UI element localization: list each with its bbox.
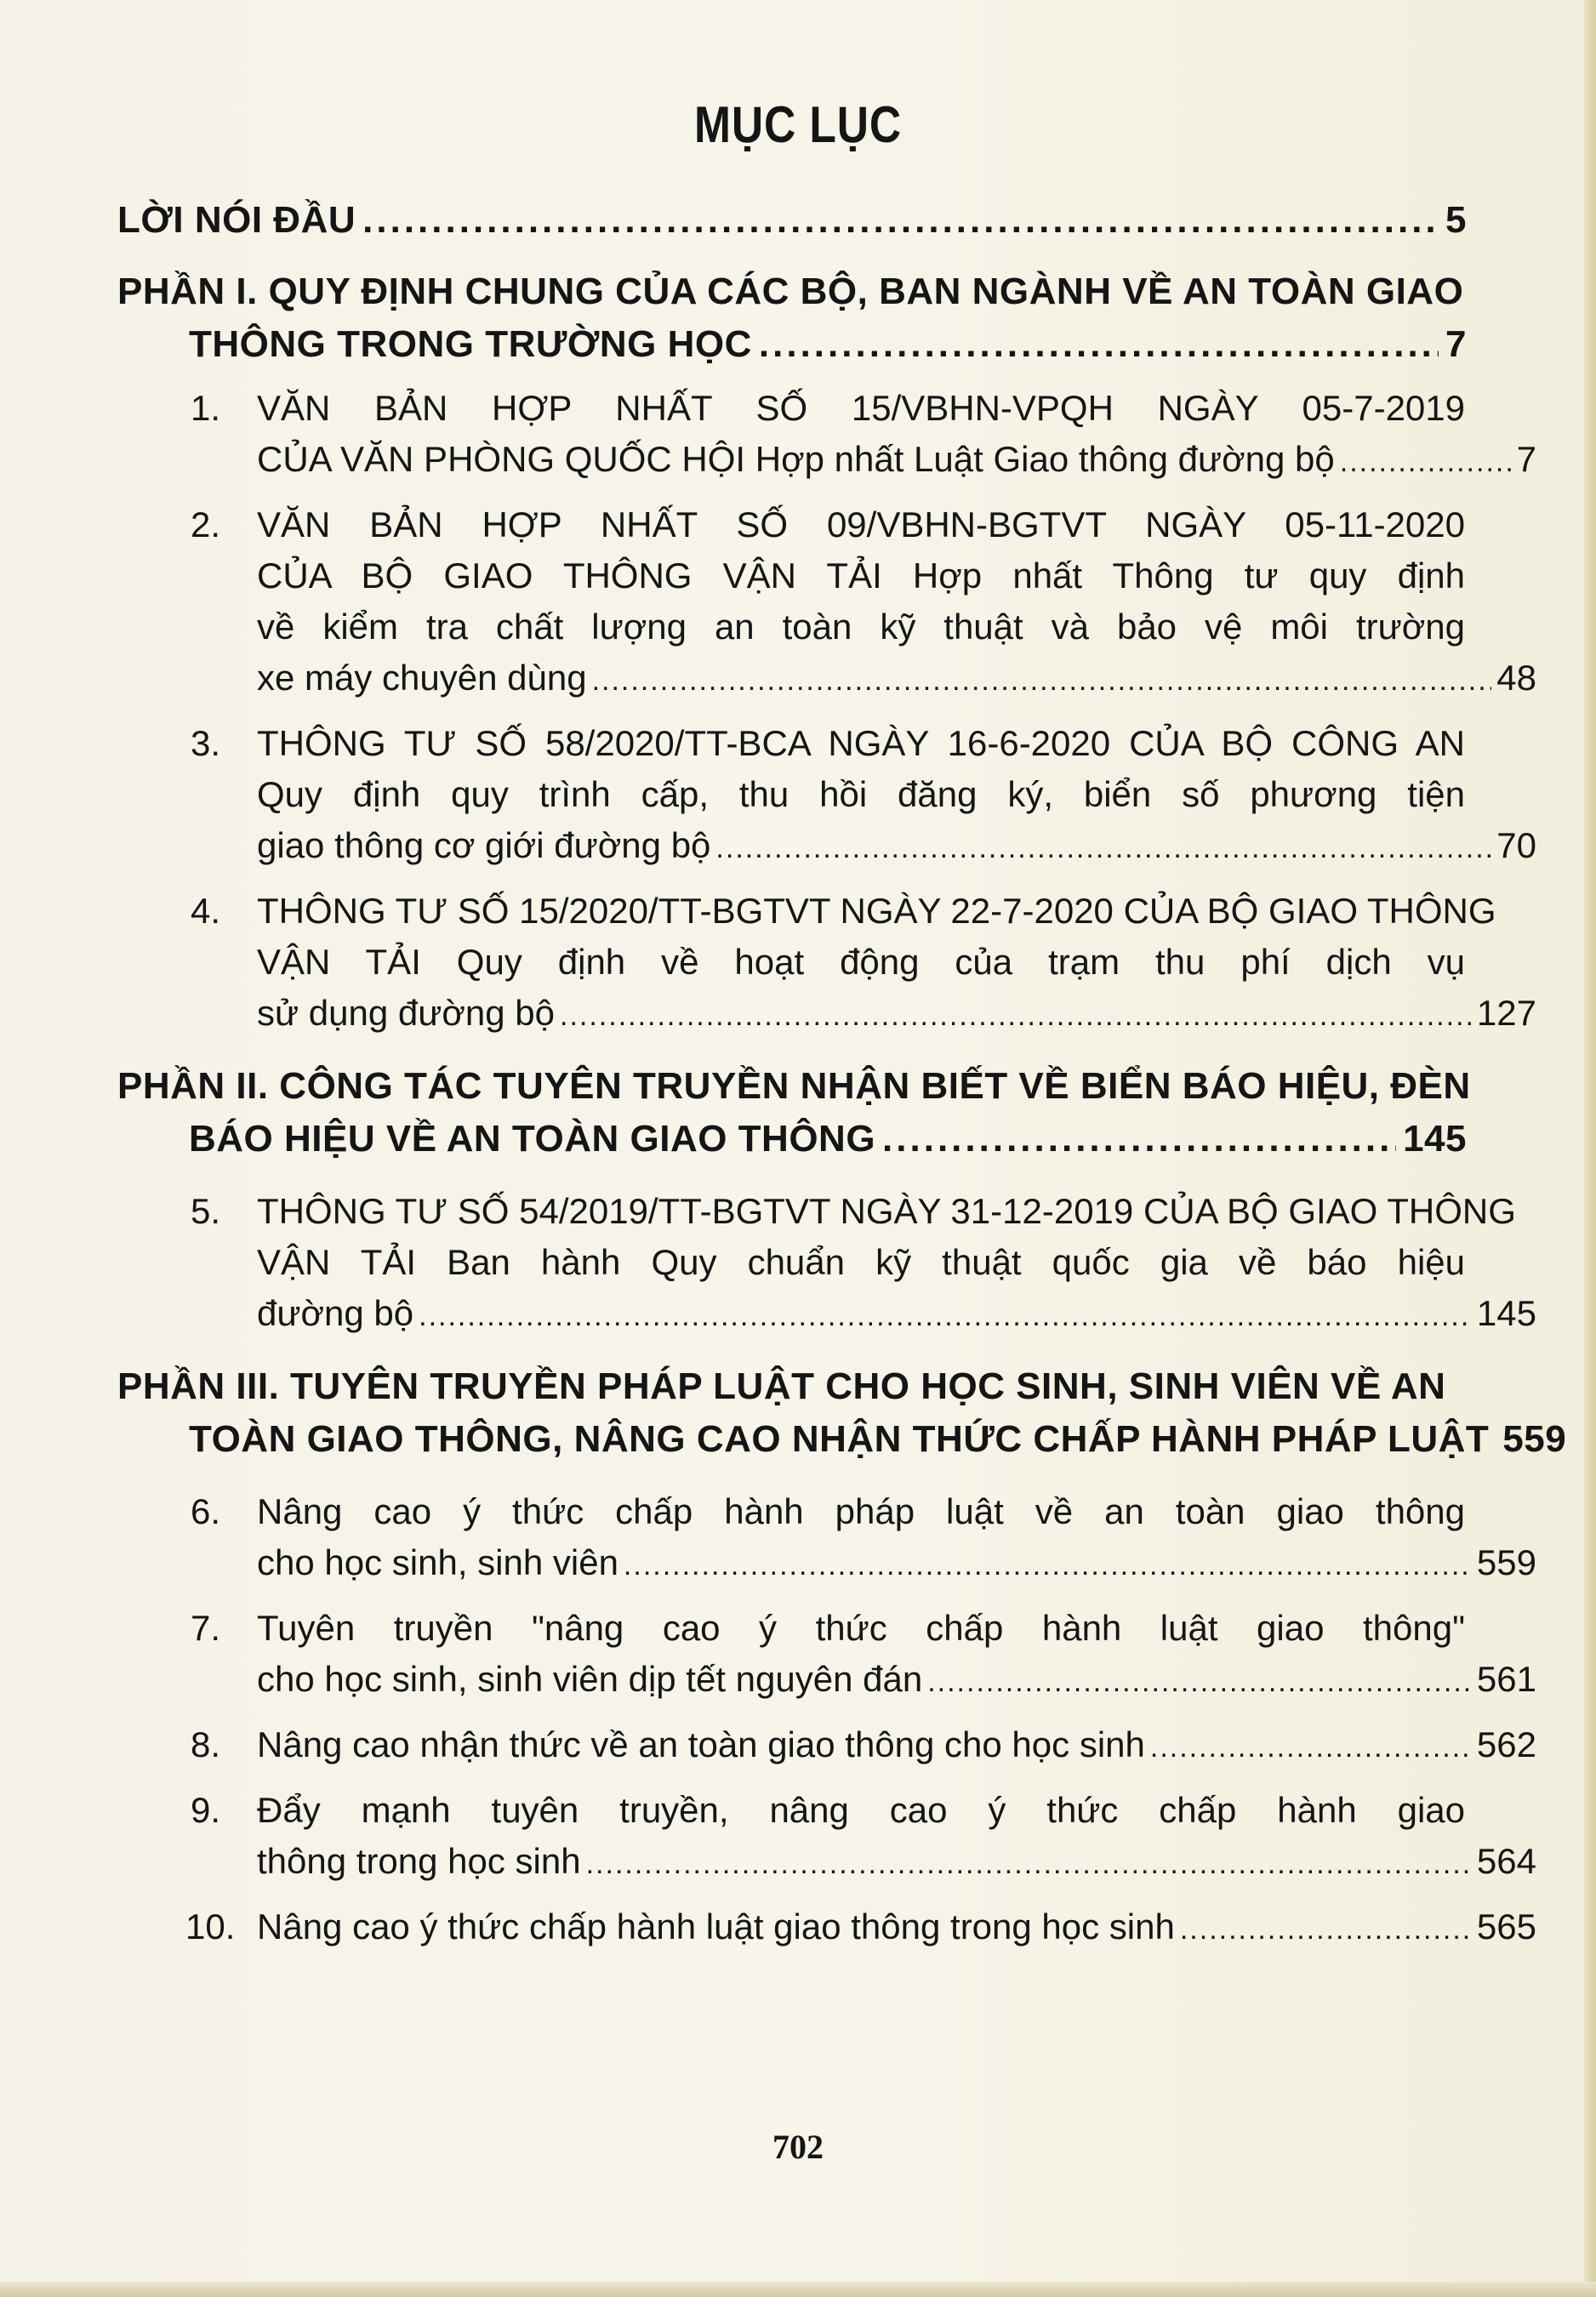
toc-item-6 (191, 1486, 1536, 1591)
item-last-line (257, 820, 1536, 874)
toc-item-7 (191, 1603, 1536, 1707)
item-page: 7 (1516, 439, 1536, 479)
item-label: cho học sinh, sinh viên (257, 1542, 618, 1582)
leader-dots (624, 1540, 1472, 1591)
part-heading-line (189, 1413, 1567, 1466)
item-number: 4. (191, 891, 221, 931)
toc-item-2 (191, 499, 1536, 706)
item-body (257, 1486, 1536, 1591)
part-heading-line: PHẦN III. TUYÊN TRUYỀN PHÁP LUẬT CHO HỌC SINH, SINH VIÊN VỀ AN (117, 1365, 1446, 1407)
item-page: 48 (1496, 658, 1536, 698)
item-line: VĂN BẢN HỢP NHẤT SỐ 15/VBHN-VPQH NGÀY 05-7-2019 (257, 388, 1465, 428)
leader-dots (362, 194, 1439, 247)
leader-dots (586, 1838, 1472, 1889)
item-line: THÔNG TƯ SỐ 15/2020/TT-BGTVT NGÀY 22-7-2020 CỦA BỘ GIAO THÔNG (257, 891, 1496, 931)
leader-dots (419, 1291, 1472, 1342)
item-label: giao thông cơ giới đường bộ (257, 825, 711, 865)
item-number: 10. (185, 1907, 236, 1946)
item-last-line (257, 1836, 1536, 1889)
toc-item-10 (185, 1901, 1536, 1955)
item-body (257, 886, 1536, 1041)
item-page: 145 (1476, 1293, 1536, 1333)
item-label: thông trong học sinh (257, 1841, 581, 1881)
item-body (257, 1719, 1536, 1773)
toc-label: LỜI NÓI ĐẦU (117, 199, 356, 241)
leader-dots (1340, 436, 1512, 487)
item-body (257, 1603, 1536, 1707)
item-line: Quy định quy trình cấp, thu hồi đăng ký, biển số phương tiện (257, 774, 1465, 814)
item-label: đường bộ (257, 1293, 414, 1333)
item-number: 8. (191, 1724, 221, 1764)
toc-page: 145 (1403, 1118, 1467, 1160)
item-body (257, 718, 1536, 874)
leader-dots (1150, 1722, 1472, 1773)
item-line: VẬN TẢI Quy định về hoạt động của trạm thu phí dịch vụ (257, 942, 1465, 982)
item-number: 9. (191, 1790, 221, 1830)
item-page: 565 (1476, 1907, 1536, 1946)
toc-page: 559 (1502, 1418, 1567, 1460)
item-body (257, 1186, 1536, 1342)
item-number: 7. (191, 1608, 221, 1648)
item-line: Nâng cao ý thức chấp hành pháp luật về an toàn giao thông (257, 1491, 1465, 1531)
toc-title: MỤC LỤC (694, 96, 902, 153)
leader-dots (592, 655, 1492, 706)
item-last-line (257, 1654, 1536, 1707)
page-number: 702 (772, 2128, 824, 2166)
item-line: Tuyên truyền "nâng cao ý thức chấp hành luật giao thông" (257, 1608, 1465, 1648)
part-heading-line (189, 318, 1467, 371)
toc-page: 5 (1445, 199, 1467, 241)
item-page: 561 (1476, 1659, 1536, 1699)
table-of-contents (117, 179, 1567, 1955)
item-last-line (257, 1537, 1536, 1591)
item-body (257, 1901, 1536, 1955)
item-number: 5. (191, 1191, 221, 1231)
item-number: 1. (191, 388, 221, 428)
leader-dots (560, 990, 1472, 1041)
toc-label: BÁO HIỆU VỀ AN TOÀN GIAO THÔNG (189, 1118, 876, 1160)
leader-dots (759, 318, 1439, 371)
item-label: Nâng cao ý thức chấp hành luật giao thông trong học sinh (257, 1907, 1175, 1946)
item-last-line (257, 1901, 1536, 1955)
item-label: Nâng cao nhận thức về an toàn giao thông cho học sinh (257, 1724, 1145, 1764)
item-last-line (257, 434, 1536, 487)
toc-item-3 (191, 718, 1536, 874)
item-number: 3. (191, 723, 221, 763)
item-line: về kiểm tra chất lượng an toàn kỹ thuật và bảo vệ môi trường (257, 607, 1465, 647)
item-page: 127 (1476, 993, 1536, 1033)
item-label: sử dụng đường bộ (257, 993, 556, 1033)
toc-item-8 (191, 1719, 1536, 1773)
item-number: 2. (191, 504, 221, 544)
item-line: THÔNG TƯ SỐ 58/2020/TT-BCA NGÀY 16-6-2020 CỦA BỘ CÔNG AN (257, 723, 1465, 763)
toc-item-4 (191, 886, 1536, 1041)
leader-dots (882, 1113, 1396, 1166)
page-bottom-edge (0, 2282, 1596, 2297)
item-last-line (257, 1288, 1536, 1342)
item-line: Đẩy mạnh tuyên truyền, nâng cao ý thức chấp hành giao (257, 1790, 1465, 1830)
toc-label: TOÀN GIAO THÔNG, NÂNG CAO NHẬN THỨC CHẤP HÀNH PHÁP LUẬT (189, 1418, 1490, 1460)
part-heading-line: PHẦN II. CÔNG TÁC TUYÊN TRUYỀN NHẬN BIẾT VỀ BIỂN BÁO HIỆU, ĐÈN (117, 1065, 1471, 1107)
toc-label: THÔNG TRONG TRƯỜNG HỌC (189, 323, 752, 365)
item-body (257, 383, 1536, 487)
leader-dots (1180, 1904, 1472, 1955)
page-edge (1584, 0, 1596, 2297)
item-last-line (257, 988, 1536, 1041)
item-line: CỦA BỘ GIAO THÔNG VẬN TẢI Hợp nhất Thông tư quy định (257, 556, 1465, 596)
toc-part-2 (117, 1060, 1496, 1166)
part-heading-line: PHẦN I. QUY ĐỊNH CHUNG CỦA CÁC BỘ, BAN NGÀNH VỀ AN TOÀN GIAO (117, 271, 1464, 312)
toc-item-5 (191, 1186, 1536, 1342)
leader-dots (715, 823, 1491, 874)
item-label: CỦA VĂN PHÒNG QUỐC HỘI Hợp nhất Luật Giao thông đường bộ (257, 439, 1335, 479)
item-page: 564 (1476, 1841, 1536, 1881)
toc-item-1 (191, 383, 1536, 487)
toc-line (117, 194, 1467, 247)
toc-item-9 (191, 1785, 1536, 1889)
item-line: VĂN BẢN HỢP NHẤT SỐ 09/VBHN-BGTVT NGÀY 05-11-2020 (257, 504, 1465, 544)
item-body (257, 499, 1536, 706)
item-line: THÔNG TƯ SỐ 54/2019/TT-BGTVT NGÀY 31-12-2019 CỦA BỘ GIAO THÔNG (257, 1191, 1516, 1231)
item-body (257, 1785, 1536, 1889)
item-label: xe máy chuyên dùng (257, 658, 587, 698)
item-last-line (257, 1719, 1536, 1773)
item-label: cho học sinh, sinh viên dịp tết nguyên đán (257, 1659, 923, 1699)
toc-part-3 (117, 1360, 1567, 1466)
item-page: 70 (1496, 825, 1536, 865)
leader-dots (927, 1656, 1472, 1707)
toc-part-1 (117, 265, 1496, 371)
item-last-line (257, 653, 1536, 706)
toc-page: 7 (1445, 323, 1467, 365)
item-number: 6. (191, 1491, 221, 1531)
part-heading-line (189, 1113, 1467, 1166)
item-line: VẬN TẢI Ban hành Quy chuẩn kỹ thuật quốc gia về báo hiệu (257, 1242, 1465, 1282)
toc-entry-front (117, 194, 1496, 247)
item-page: 559 (1476, 1542, 1536, 1582)
item-page: 562 (1476, 1724, 1536, 1764)
